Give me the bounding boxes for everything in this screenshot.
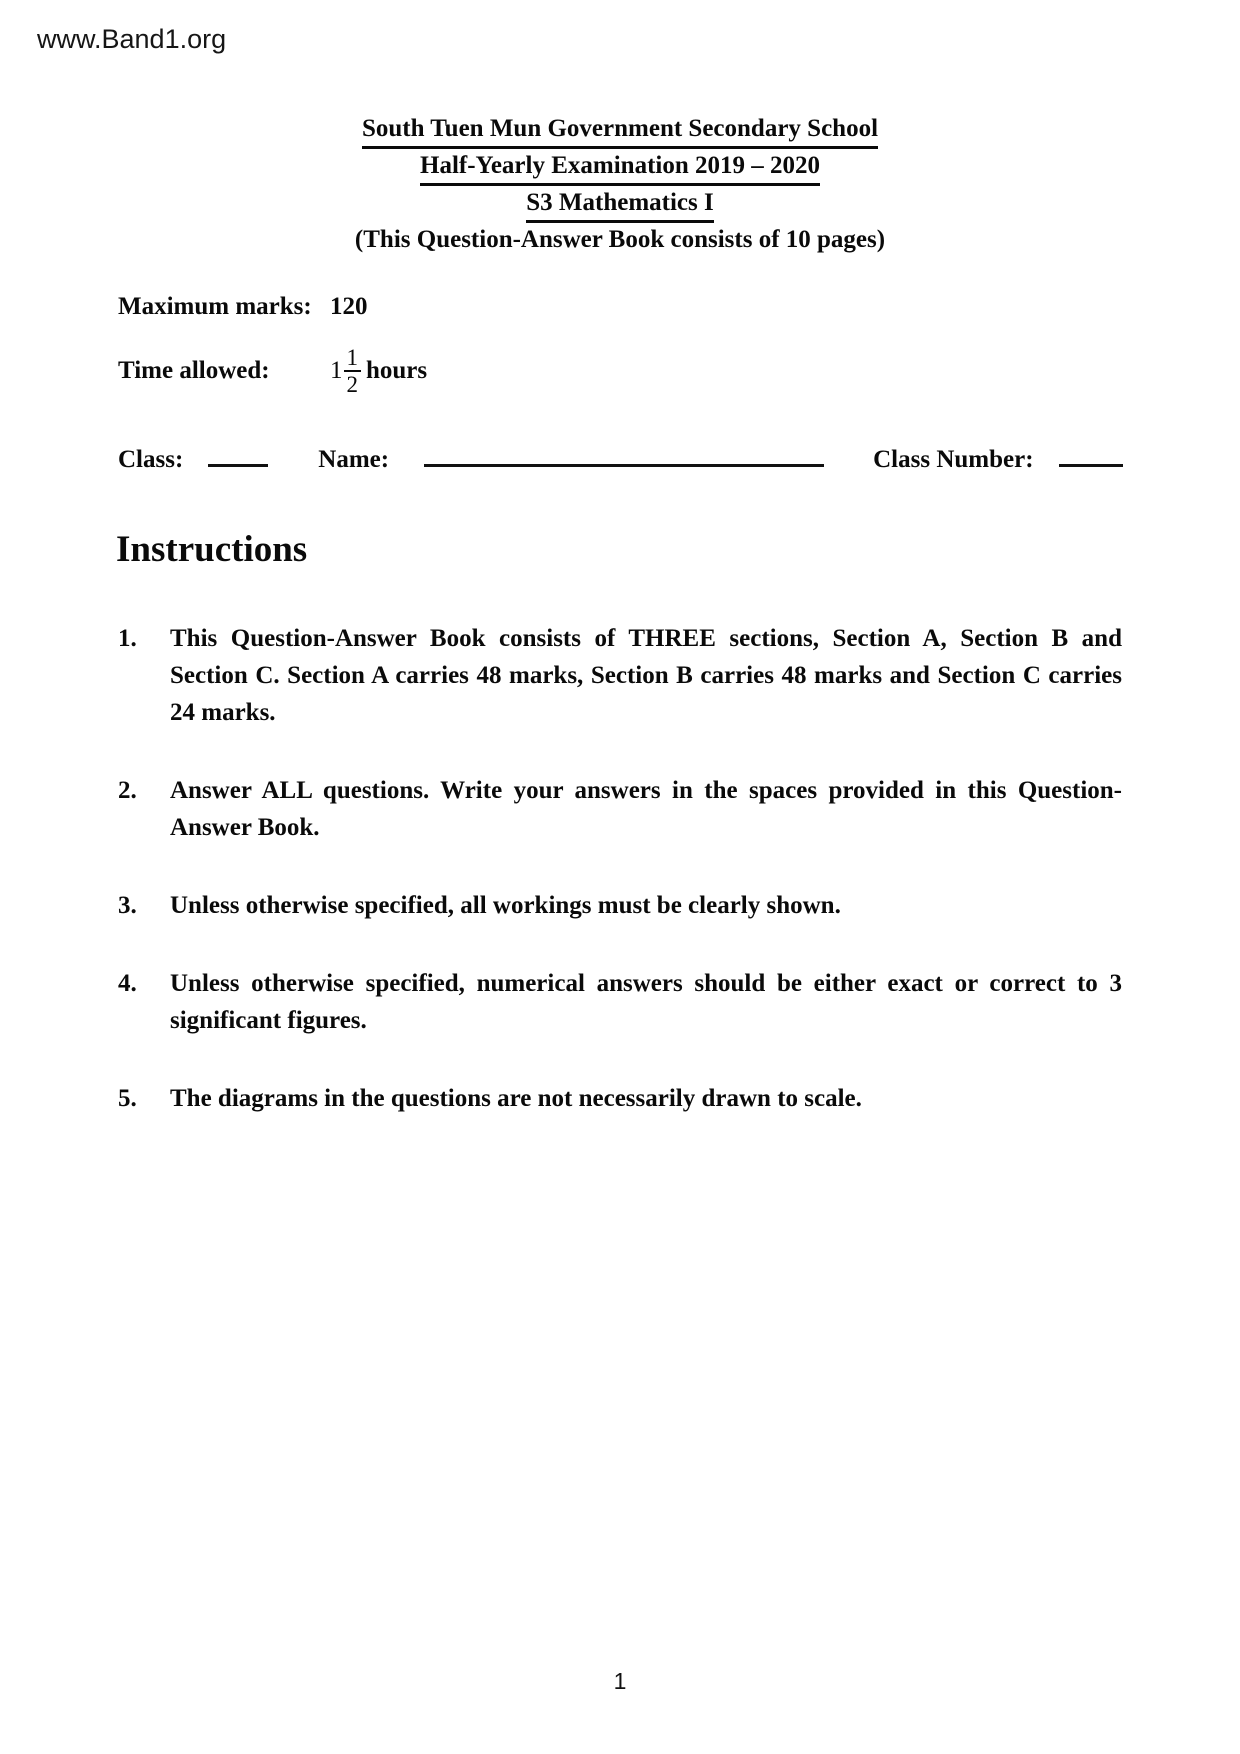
time-fraction: [344, 345, 362, 397]
instruction-item-3: [118, 887, 1122, 924]
instruction-text: Answer ALL questions. Write your answers in the spaces provided in this Question-Answer Book.: [170, 777, 1122, 841]
fraction-denominator: 2: [344, 370, 362, 397]
instruction-text: Unless otherwise specified, all workings must be clearly shown.: [170, 892, 841, 919]
class-blank-field: [208, 444, 268, 467]
subject-name: S3 Mathematics I: [526, 186, 713, 223]
time-allowed-value: [330, 345, 427, 397]
school-name-line: [0, 112, 1240, 149]
class-number-blank-field: [1059, 444, 1123, 467]
page-number: 1: [613, 1668, 627, 1694]
name-label: Name:: [318, 446, 390, 473]
school-name: South Tuen Mun Government Secondary School: [362, 112, 878, 149]
instruction-item-2: [118, 772, 1122, 846]
instructions-list: [118, 620, 1122, 1158]
instruction-item-1: [118, 620, 1122, 731]
instruction-number: 3.: [118, 892, 137, 919]
instruction-text: This Question-Answer Book consists of THREE sections, Section A, Section B and Section C. Section A carries 48 marks, Section B carries 48 marks and Section C carries 24 marks.: [170, 625, 1122, 726]
maximum-marks-value: 120: [330, 293, 368, 320]
watermark-url: www.Band1.org: [37, 24, 227, 54]
pages-note: (This Question-Answer Book consists of 10 pages): [354, 226, 886, 253]
name-blank-field: [424, 444, 824, 467]
instruction-number: 5.: [118, 1085, 137, 1112]
instructions-heading: Instructions: [116, 529, 308, 570]
instruction-number: 1.: [118, 625, 137, 652]
instruction-text: The diagrams in the questions are not necessarily drawn to scale.: [170, 1085, 862, 1112]
exam-name: Half-Yearly Examination 2019 – 2020: [420, 149, 820, 186]
exam-info-block: [118, 293, 427, 399]
class-number-label: Class Number:: [873, 446, 1034, 473]
instruction-number: 2.: [118, 777, 137, 804]
subject-name-line: [0, 186, 1240, 223]
fraction-numerator: 1: [346, 345, 358, 370]
instruction-item-4: [118, 965, 1122, 1039]
instruction-item-5: [118, 1080, 1122, 1117]
maximum-marks-label: Maximum marks:: [118, 293, 312, 320]
time-allowed-row: [118, 343, 427, 399]
time-unit: hours: [366, 357, 428, 384]
class-label: Class:: [118, 446, 184, 473]
exam-title-block: [0, 112, 1240, 256]
maximum-marks-row: [118, 293, 427, 321]
exam-name-line: [0, 149, 1240, 186]
instruction-text: Unless otherwise specified, numerical answers should be either exact or correct to 3 significant figures.: [170, 970, 1122, 1034]
time-whole-number: 1: [330, 357, 343, 384]
instruction-number: 4.: [118, 970, 137, 997]
student-fields-row: [118, 444, 1128, 474]
time-allowed-label: Time allowed:: [118, 357, 270, 384]
